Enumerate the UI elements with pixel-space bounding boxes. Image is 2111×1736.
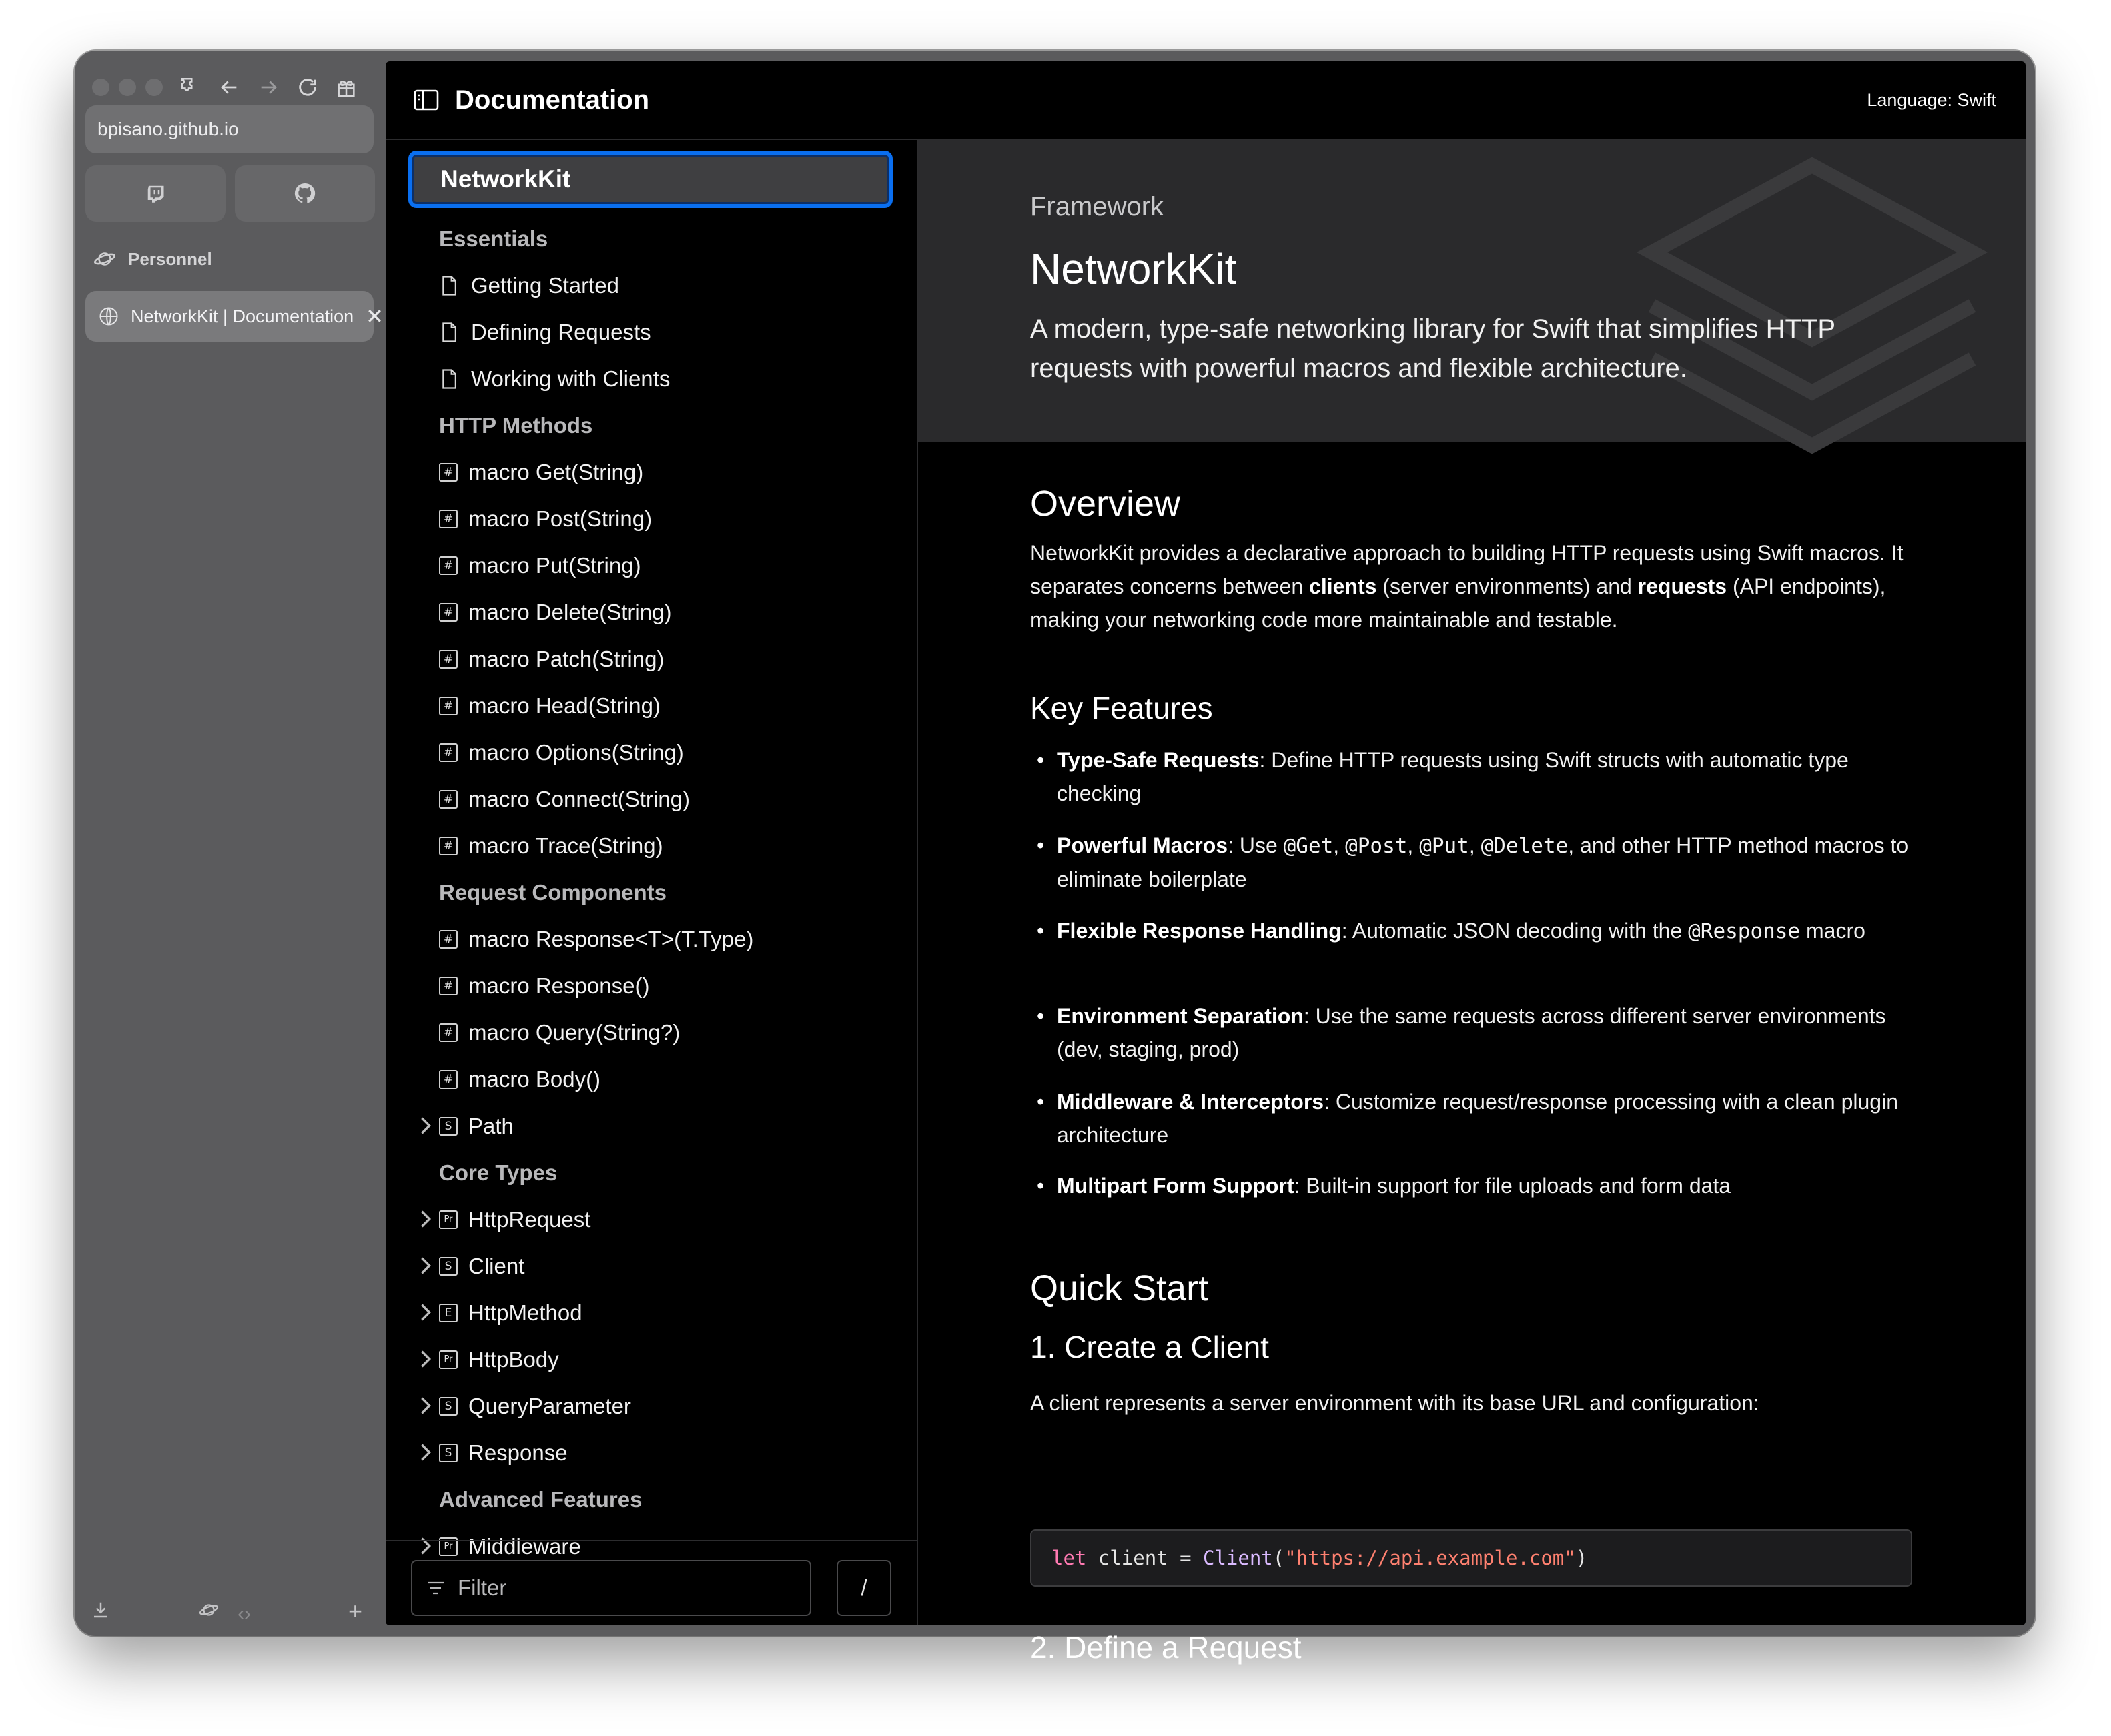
nav-item-path[interactable] — [439, 1106, 514, 1146]
nav-item-label: Middleware — [468, 1534, 581, 1559]
article-icon — [439, 275, 460, 296]
step1-paragraph: A client represents a server environment with its base URL and configuration: — [1030, 1391, 1759, 1415]
nav-item-working-with-clients[interactable] — [439, 359, 670, 399]
protocol-icon: Pr — [439, 1210, 458, 1229]
new-tab-plus-icon[interactable]: + — [348, 1597, 363, 1625]
navigator-tree — [386, 140, 917, 1559]
overview-heading: Overview — [1030, 484, 1181, 524]
feature-item: • Middleware & Interceptors: Customize request/response processing with a clean plugin architecture — [1057, 1085, 1924, 1152]
struct-icon: S — [439, 1444, 458, 1462]
nav-item-label: macro Response() — [468, 973, 650, 998]
nav-item-label: HttpRequest — [468, 1207, 591, 1232]
macro-icon: # — [439, 510, 458, 528]
nav-item-label: macro Body() — [468, 1067, 601, 1092]
macro-icon: # — [439, 790, 458, 809]
feature-item: • Multipart Form Support: Built-in support for file uploads and form data — [1057, 1169, 1924, 1202]
browser-window — [75, 51, 2035, 1665]
chevron-right-icon[interactable] — [419, 1116, 432, 1136]
tab-title: NetworkKit | Documentation — [131, 306, 354, 326]
chevron-right-icon[interactable] — [419, 1209, 432, 1229]
macro-icon: # — [439, 650, 458, 669]
framework-layers-icon — [1625, 152, 1999, 459]
overview-paragraph: NetworkKit provides a declarative approach to building HTTP requests using Swift macros. It separates concerns between clients (server environments) and requests (API endpoints), making your networking code more maintainable and testable. — [1030, 541, 1904, 632]
nav-item-label: macro Put(String) — [468, 553, 641, 578]
macro-icon: # — [439, 463, 458, 482]
forward-arrow-icon[interactable] — [251, 69, 287, 105]
language-toggle[interactable]: Language: Swift — [1867, 89, 1996, 110]
chevron-right-icon[interactable] — [419, 1396, 432, 1416]
web-content — [386, 61, 2026, 1665]
minimize-window-button[interactable] — [119, 79, 136, 96]
active-tab[interactable] — [85, 291, 384, 342]
macro-icon: # — [439, 556, 458, 575]
macro-icon: # — [439, 977, 458, 995]
space-name: Personnel — [128, 248, 212, 269]
nav-item-label: macro Query(String?) — [468, 1020, 681, 1045]
hero-eyebrow: Framework — [1030, 192, 1164, 222]
nav-item-label: Working with Clients — [471, 366, 671, 391]
zoom-window-button[interactable] — [145, 79, 163, 96]
feature-item: • Powerful Macros: Use @Get, @Post, @Put, @Delete, and other HTTP method macros to eliminate boilerplate — [1057, 829, 1924, 896]
nav-item-macro-patch[interactable] — [439, 639, 664, 679]
macro-icon: # — [439, 697, 458, 715]
nav-item-label: Getting Started — [471, 273, 619, 298]
chevron-right-icon[interactable] — [419, 1256, 432, 1276]
space-label[interactable] — [93, 244, 212, 274]
nav-item-macro-options[interactable] — [439, 733, 684, 773]
filter-lines-icon — [427, 1581, 444, 1595]
close-tab-icon[interactable]: ✕ — [366, 304, 384, 328]
nav-item-label: macro Get(String) — [468, 460, 644, 484]
nav-item-macro-post[interactable] — [439, 499, 652, 539]
macro-icon: # — [439, 930, 458, 949]
nav-item-macro-put[interactable] — [439, 546, 641, 586]
feature-item: • Type-Safe Requests: Define HTTP requests using Swift structs with automatic type checking — [1057, 743, 1924, 810]
nav-item-httpbody[interactable] — [439, 1340, 559, 1380]
macro-icon: # — [439, 603, 458, 622]
hero-abstract: A modern, type-safe networking library for Swift that simplifies HTTP requests with powerful macros and flexible architecture. — [1030, 314, 1835, 383]
github-icon — [293, 181, 317, 205]
hero-section — [918, 140, 2026, 442]
nav-item-label: macro Connect(String) — [468, 787, 690, 811]
nav-item-label: Client — [468, 1254, 525, 1278]
main-content — [918, 140, 2026, 1665]
filter-placeholder: Filter — [458, 1575, 507, 1600]
address-bar[interactable]: bpisano.github.io — [85, 105, 374, 153]
nav-item-label: macro Post(String) — [468, 506, 653, 531]
nav-item-defining-requests[interactable] — [439, 312, 651, 352]
nav-item-macro-get[interactable] — [439, 452, 643, 492]
nav-item-client[interactable] — [439, 1246, 524, 1286]
chevron-right-icon[interactable] — [419, 1349, 432, 1369]
filter-input[interactable] — [411, 1560, 811, 1616]
space-planet-icon[interactable] — [199, 1600, 219, 1625]
nav-item-label: Defining Requests — [471, 320, 651, 344]
reload-icon[interactable] — [290, 69, 326, 105]
nav-section-http-methods: HTTP Methods — [439, 413, 593, 438]
nav-item-httprequest[interactable] — [439, 1200, 590, 1240]
key-features-heading: Key Features — [1030, 691, 1213, 725]
article-icon — [439, 322, 460, 343]
planet-icon — [93, 248, 116, 270]
filter-shortcut-key: / — [837, 1560, 891, 1616]
nav-item-macro-head[interactable] — [439, 686, 661, 726]
pinned-tab-github[interactable] — [235, 165, 375, 222]
nav-item-macro-trace[interactable] — [439, 826, 663, 866]
nav-item-response[interactable] — [439, 1433, 568, 1473]
dev-code-icon[interactable]: ‹› — [238, 1603, 251, 1625]
enum-icon: E — [439, 1304, 458, 1322]
sidebar-toggle-icon[interactable] — [414, 89, 439, 111]
twitch-icon — [145, 183, 165, 203]
nav-item-httpmethod[interactable] — [439, 1293, 582, 1333]
hero-title: NetworkKit — [1030, 245, 1237, 293]
feature-item: • Flexible Response Handling: Automatic JSON decoding with the @Response macro — [1057, 914, 1924, 948]
nav-item-macro-body[interactable] — [439, 1059, 600, 1100]
nav-item-label: Path — [468, 1114, 514, 1138]
code-listing[interactable]: let client = Client("https://api.example.com") — [1030, 1529, 1912, 1587]
protocol-icon: Pr — [439, 1537, 458, 1556]
nav-section-essentials: Essentials — [439, 226, 548, 251]
docs-top-nav — [386, 61, 2026, 140]
downloads-icon[interactable] — [91, 1600, 111, 1625]
macro-icon: # — [439, 837, 458, 855]
close-window-button[interactable] — [92, 79, 109, 96]
nav-section-core-types: Core Types — [439, 1160, 558, 1185]
nav-item-macro-query[interactable] — [439, 1013, 680, 1053]
navigator-filter-bar — [386, 1540, 917, 1625]
feature-item: • Environment Separation: Use the same requests across different server environments (dev, staging, prod) — [1057, 999, 1924, 1066]
protocol-icon: Pr — [439, 1350, 458, 1369]
nav-item-label: macro Patch(String) — [468, 646, 665, 671]
browser-sidebar — [75, 51, 384, 1636]
pinned-tab-twitch[interactable] — [85, 165, 226, 222]
nav-item-label: HttpMethod — [468, 1300, 582, 1325]
nav-item-queryparameter[interactable] — [439, 1386, 631, 1426]
nav-item-getting-started[interactable] — [439, 266, 619, 306]
nav-item-macro-response-generic[interactable] — [439, 919, 753, 959]
nav-section-request-components: Request Components — [439, 880, 667, 905]
docs-title[interactable]: Documentation — [455, 85, 650, 115]
article-icon — [439, 368, 460, 390]
nav-item-label: macro Head(String) — [468, 693, 661, 718]
nav-item-label: macro Trace(String) — [468, 833, 663, 858]
step2-heading: 2. Define a Request — [1030, 1630, 1302, 1665]
nav-item-label: macro Delete(String) — [468, 600, 672, 624]
nav-section-advanced-features: Advanced Features — [439, 1487, 643, 1512]
gift-icon[interactable] — [328, 69, 364, 105]
macro-icon: # — [439, 1023, 458, 1042]
back-arrow-icon[interactable] — [211, 69, 247, 105]
nav-item-label: macro Options(String) — [468, 740, 684, 765]
globe-icon — [99, 306, 119, 326]
extensions-icon[interactable] — [171, 69, 207, 105]
macro-icon: # — [439, 743, 458, 762]
step1-heading: 1. Create a Client — [1030, 1330, 1269, 1364]
struct-icon: S — [439, 1257, 458, 1276]
nav-item-macro-delete[interactable] — [439, 592, 671, 632]
chevron-right-icon[interactable] — [419, 1442, 432, 1462]
struct-icon: S — [439, 1397, 458, 1416]
struct-icon: S — [439, 1117, 458, 1136]
chevron-right-icon[interactable] — [419, 1302, 432, 1322]
nav-item-label: HttpBody — [468, 1347, 559, 1372]
navigator-sidebar — [386, 140, 918, 1625]
nav-root-networkkit[interactable]: NetworkKit — [408, 151, 893, 208]
nav-item-label: Response — [468, 1440, 568, 1465]
nav-item-macro-response[interactable] — [439, 966, 649, 1006]
nav-item-macro-connect[interactable] — [439, 779, 690, 819]
nav-item-label: macro Response<T>(T.Type) — [468, 927, 754, 951]
macro-icon: # — [439, 1070, 458, 1089]
nav-item-label: QueryParameter — [468, 1394, 631, 1418]
quick-start-heading: Quick Start — [1030, 1268, 1209, 1308]
